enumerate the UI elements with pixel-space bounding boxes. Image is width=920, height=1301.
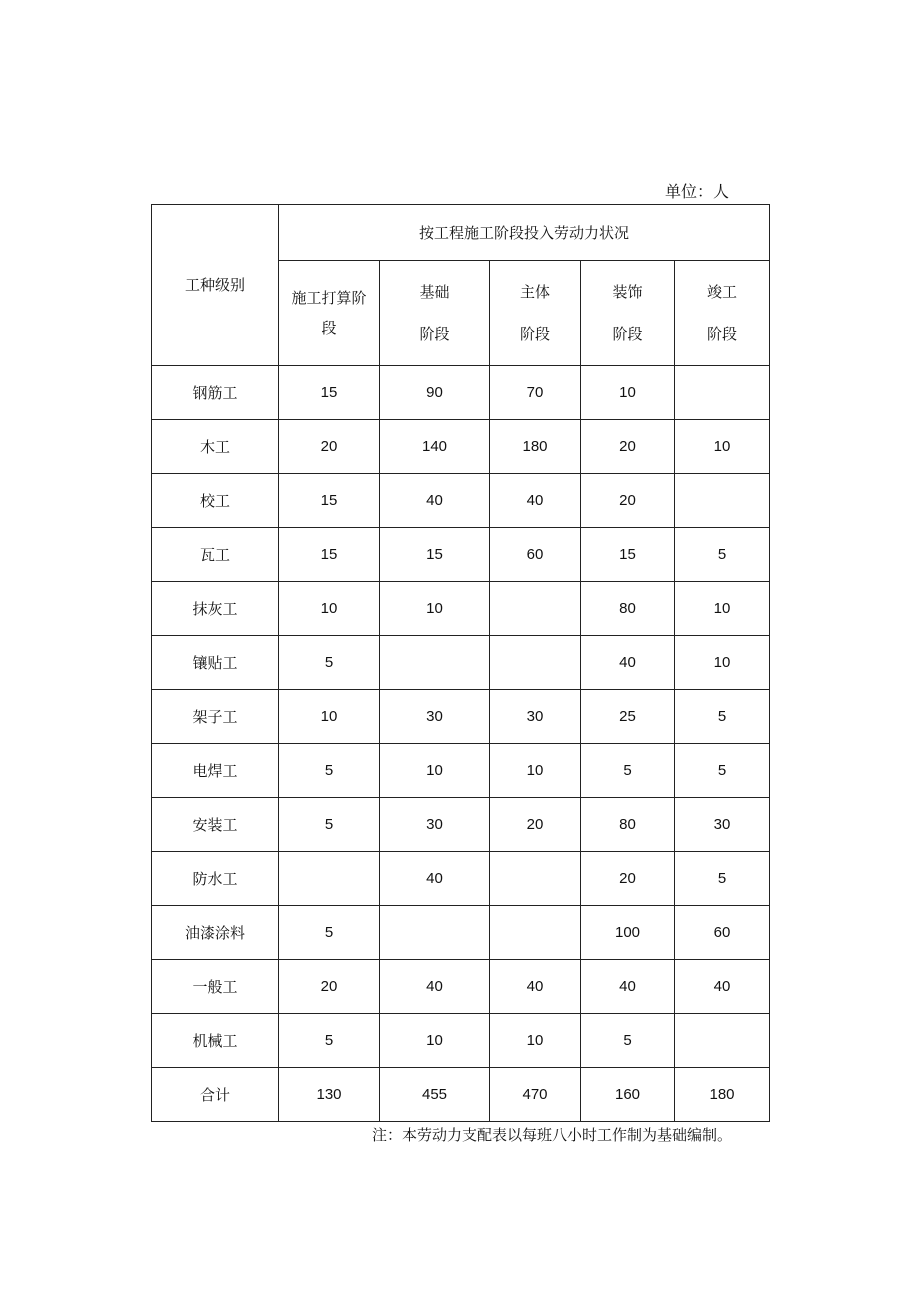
phase-header-line1: 装饰 [612, 283, 643, 301]
value-cell: 70 [490, 366, 581, 420]
value-cell: 90 [380, 366, 490, 420]
value-cell: 80 [581, 582, 675, 636]
value-cell: 5 [581, 1014, 675, 1068]
value-cell: 10 [380, 582, 490, 636]
value-cell: 5 [675, 852, 770, 906]
value-cell [490, 636, 581, 690]
value-cell: 10 [675, 420, 770, 474]
table-row [152, 960, 770, 1014]
value-cell: 20 [581, 474, 675, 528]
value-cell: 40 [581, 636, 675, 690]
table-row [152, 1014, 770, 1068]
value-cell: 15 [279, 366, 380, 420]
value-cell: 30 [380, 690, 490, 744]
phase-header-completion [675, 261, 770, 366]
value-cell: 180 [490, 420, 581, 474]
value-cell: 20 [581, 420, 675, 474]
table-row [152, 366, 770, 420]
trade-name-cell: 防水工 [152, 852, 279, 906]
phase-header-decoration [581, 261, 675, 366]
value-cell: 10 [279, 582, 380, 636]
value-cell: 10 [490, 744, 581, 798]
table-row [152, 798, 770, 852]
phase-header-structure [490, 261, 581, 366]
trade-name-cell: 机械工 [152, 1014, 279, 1068]
phase-header-foundation [380, 261, 490, 366]
value-cell: 40 [581, 960, 675, 1014]
labor-allocation-table [151, 204, 770, 1122]
value-cell: 40 [380, 960, 490, 1014]
phase-header-planning [279, 261, 380, 366]
table-row [152, 528, 770, 582]
value-cell: 10 [490, 1014, 581, 1068]
trade-name-cell: 校工 [152, 474, 279, 528]
value-cell: 5 [279, 636, 380, 690]
trade-name-cell: 瓦工 [152, 528, 279, 582]
value-cell: 25 [581, 690, 675, 744]
value-cell: 5 [279, 906, 380, 960]
phase-header-line2: 阶段 [612, 325, 643, 343]
phase-header-line2: 阶段 [519, 325, 550, 343]
value-cell [490, 852, 581, 906]
value-cell: 455 [380, 1068, 490, 1122]
value-cell: 20 [490, 798, 581, 852]
trade-name-cell: 电焊工 [152, 744, 279, 798]
table-row [152, 582, 770, 636]
value-cell: 10 [675, 582, 770, 636]
value-cell: 20 [581, 852, 675, 906]
phase-header-line1: 施工打算阶 [291, 289, 367, 307]
value-cell: 15 [380, 528, 490, 582]
table-row [152, 852, 770, 906]
header-row-group [152, 205, 770, 261]
trade-name-cell: 钢筋工 [152, 366, 279, 420]
value-cell [675, 1014, 770, 1068]
phase-group-header: 按工程施工阶段投入劳动力状况 [279, 205, 770, 261]
value-cell: 5 [675, 528, 770, 582]
trade-name-cell: 一般工 [152, 960, 279, 1014]
value-cell: 40 [490, 960, 581, 1014]
unit-label: 单位：人 [665, 182, 730, 201]
footnote: 注：本劳动力支配表以每班八小时工作制为基础编制。 [372, 1126, 733, 1144]
value-cell: 160 [581, 1068, 675, 1122]
table-row [152, 420, 770, 474]
value-cell: 5 [279, 798, 380, 852]
value-cell [675, 366, 770, 420]
phase-header-line2: 段 [321, 319, 337, 337]
trade-name-cell: 安装工 [152, 798, 279, 852]
value-cell [490, 582, 581, 636]
table-row [152, 744, 770, 798]
table-row [152, 906, 770, 960]
value-cell: 5 [279, 744, 380, 798]
phase-header-line1: 主体 [519, 283, 550, 301]
trade-name-cell: 架子工 [152, 690, 279, 744]
phase-header-line2: 阶段 [706, 325, 737, 343]
value-cell: 5 [675, 744, 770, 798]
phase-header-line2: 阶段 [419, 325, 450, 343]
value-cell: 5 [279, 1014, 380, 1068]
trade-name-cell: 镶贴工 [152, 636, 279, 690]
value-cell [380, 636, 490, 690]
table-row [152, 474, 770, 528]
value-cell [380, 906, 490, 960]
value-cell: 140 [380, 420, 490, 474]
value-cell: 10 [675, 636, 770, 690]
value-cell [675, 474, 770, 528]
value-cell: 20 [279, 420, 380, 474]
value-cell [279, 852, 380, 906]
value-cell: 80 [581, 798, 675, 852]
value-cell: 40 [490, 474, 581, 528]
value-cell: 130 [279, 1068, 380, 1122]
value-cell: 15 [279, 474, 380, 528]
trade-name-cell: 抹灰工 [152, 582, 279, 636]
table-row [152, 690, 770, 744]
value-cell: 100 [581, 906, 675, 960]
value-cell: 470 [490, 1068, 581, 1122]
value-cell: 10 [380, 1014, 490, 1068]
value-cell: 40 [380, 474, 490, 528]
value-cell [490, 906, 581, 960]
value-cell: 30 [380, 798, 490, 852]
trade-name-cell: 合计 [152, 1068, 279, 1122]
value-cell: 30 [675, 798, 770, 852]
total-row [152, 1068, 770, 1122]
table-row [152, 636, 770, 690]
trade-name-cell: 木工 [152, 420, 279, 474]
value-cell: 10 [279, 690, 380, 744]
trade-column-header: 工种级别 [152, 205, 279, 366]
value-cell: 10 [380, 744, 490, 798]
phase-header-line1: 竣工 [706, 283, 737, 301]
value-cell: 60 [490, 528, 581, 582]
value-cell: 5 [581, 744, 675, 798]
value-cell: 60 [675, 906, 770, 960]
value-cell: 10 [581, 366, 675, 420]
value-cell: 20 [279, 960, 380, 1014]
phase-header-line1: 基础 [419, 283, 450, 301]
value-cell: 5 [675, 690, 770, 744]
value-cell: 15 [581, 528, 675, 582]
trade-name-cell: 油漆涂料 [152, 906, 279, 960]
value-cell: 15 [279, 528, 380, 582]
value-cell: 180 [675, 1068, 770, 1122]
value-cell: 40 [675, 960, 770, 1014]
value-cell: 40 [380, 852, 490, 906]
value-cell: 30 [490, 690, 581, 744]
